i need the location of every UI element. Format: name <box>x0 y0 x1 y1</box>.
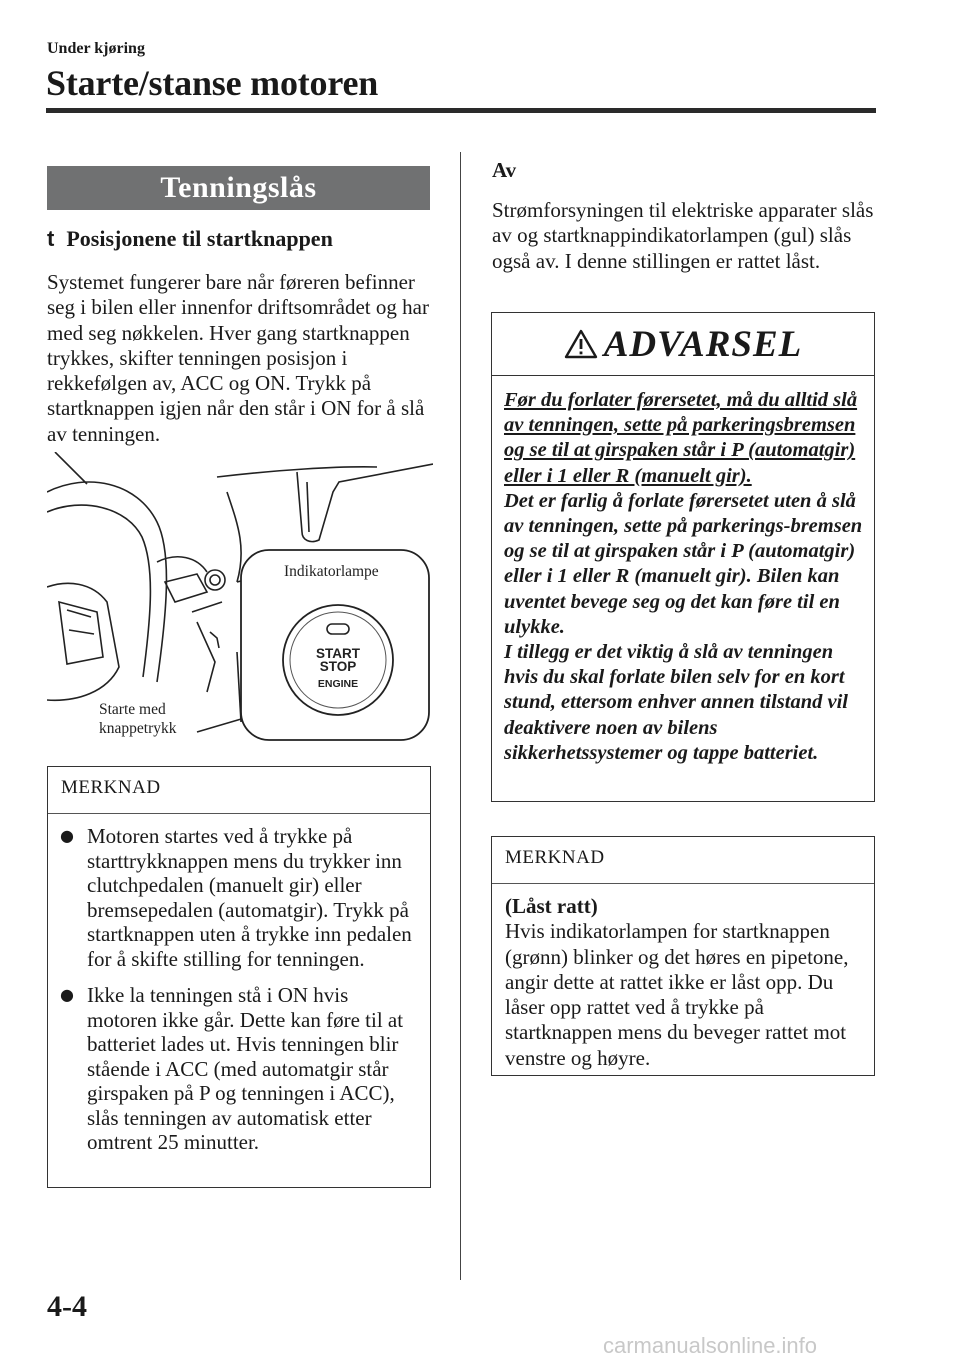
bullet-icon: ● <box>60 826 74 845</box>
warning-triangle-icon <box>564 329 598 359</box>
note-item <box>60 824 422 971</box>
warning-title: ADVARSEL <box>603 323 803 365</box>
note-item <box>60 983 422 1155</box>
start-button-figure <box>47 452 433 742</box>
section-label: Under kjøring <box>47 40 145 57</box>
page-number: 4-4 <box>47 1290 87 1323</box>
column-divider <box>460 152 461 1280</box>
header-rule <box>46 108 876 113</box>
watermark: carmanualsonline.info <box>603 1333 818 1358</box>
subheading-bullet: t <box>47 226 55 251</box>
note-list <box>48 814 430 1155</box>
intro-paragraph: Systemet fungerer bare når føreren befinner seg i bilen eller innenfor driftsområdet og har med seg nøkkelen. Hver gang startknappen trykkes, skifter tenningen posisjon i rekkefølgen av, ACC og ON. Trykk på startknappen igjen når den står i ON for å slå av tenningen. <box>47 270 429 446</box>
page-title: Starte/stanse motoren <box>46 63 379 103</box>
note-box-right <box>491 836 875 1076</box>
warning-underlined-text: Før du forlater førersetet, må du alltid slå av tenningen, sette på parkeringsbremsen og se til at girspaken står i P (automatgir) eller i 1 eller R (manuelt gir). <box>504 389 858 487</box>
label-press-line2: knappetrykk <box>99 720 177 737</box>
button-text-stop: STOP <box>319 659 357 674</box>
button-text-start: START <box>316 646 360 661</box>
warning-body <box>492 376 874 766</box>
note-heading: MERKNAD <box>48 767 430 814</box>
note-body <box>492 884 874 1071</box>
warning-box <box>491 312 875 802</box>
note-box-left <box>47 766 431 1188</box>
note-text: Hvis indikatorlampen for startknappen (grønn) blinker og det høres en pipetone, angir dette at rattet ikke er låst opp. Du låser opp rattet ved å trykke på startknappen mens du beveger rattet mot venstre og høyre. <box>505 919 849 1070</box>
section-banner: Tenningslås <box>47 166 430 210</box>
indicator-lamp <box>327 624 349 634</box>
label-indicator-lamp: Indikatorlampe <box>284 563 379 580</box>
note-item-text: Motoren startes ved å trykke på starttrykknappen mens du trykker inn clutchpedalen (manuelt gir) eller bremsepedalen (automatgir). Trykk på startknappen uten å trykke inn pedalen for å skifte stilling for tenningen. <box>87 824 412 971</box>
subheading <box>47 226 333 252</box>
warning-header <box>492 313 874 376</box>
bullet-icon: ● <box>60 985 74 1004</box>
note-heading: MERKNAD <box>492 837 874 884</box>
av-heading: Av <box>492 158 517 182</box>
label-press-line1: Starte med <box>99 701 166 718</box>
av-paragraph: Strømforsyningen til elektriske apparater slås av og startknappindikatorlampen (gul) slås også av. I denne stillingen er rattet låst. <box>492 198 874 273</box>
dashboard-illustration <box>47 452 433 742</box>
button-text-engine: ENGINE <box>317 678 359 690</box>
warning-text-2: I tillegg er det viktig å slå av tenningen hvis du skal forlate bilen selv for en kort stund, ettersom enhver annen tilstand vil deaktivere noen av bilens sikkerhetssystemer og tappe batteriet. <box>504 641 848 764</box>
note-item-text: Ikke la tenningen stå i ON hvis motoren ikke går. Dette kan føre til at batteriet lades ut. Hvis tenningen blir stående i ACC (med automatgir står girspaken på P og tenningen i ACC), slås tenningen av automatisk etter omtrent 25 minutter. <box>87 983 404 1154</box>
subheading-text: Posisjonene til startknappen <box>66 226 333 251</box>
warning-text-1: Det er farlig å forlate førersetet uten å slå av tenningen, sette på parkerings-bremsen og se til at girspaken står i P (automatgir) eller i 1 eller R (manuelt gir). Bilen kan uventet bevege seg og det kan føre til en ulykke. <box>504 489 863 638</box>
note-title: (Låst ratt) <box>505 894 598 918</box>
